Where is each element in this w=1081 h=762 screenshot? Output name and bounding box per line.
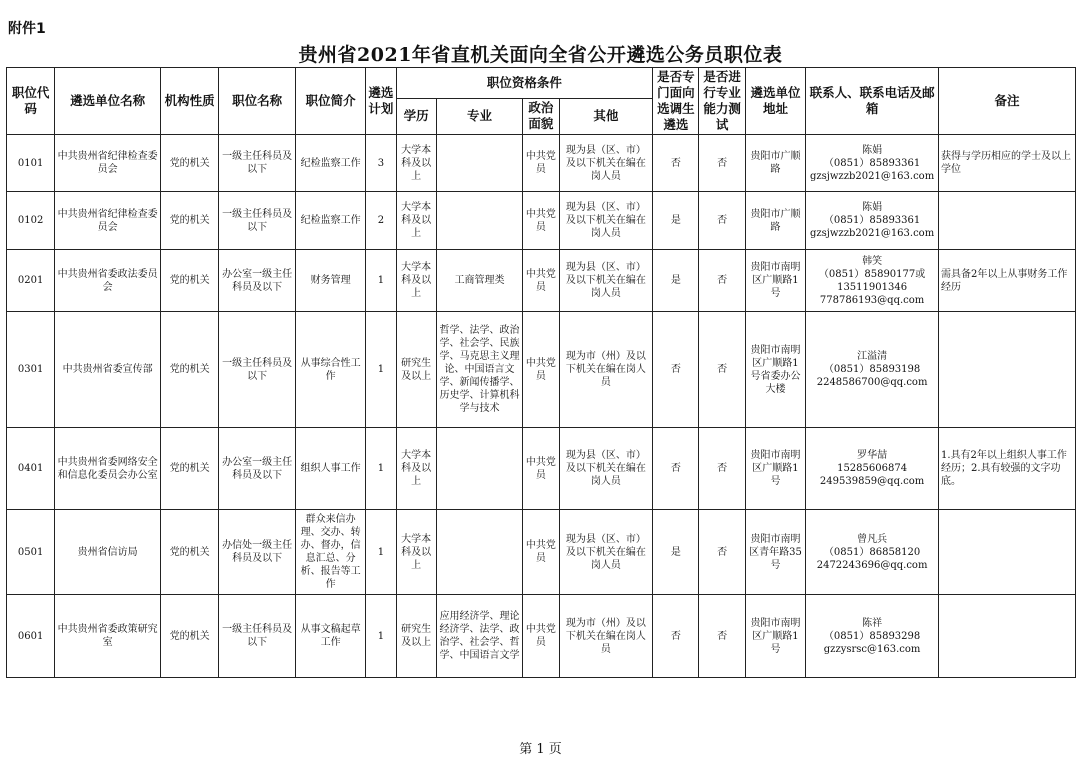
attachment-label: 附件1: [8, 21, 46, 37]
cell-education: 大学本科及以上: [396, 428, 436, 510]
cell-contact: [806, 192, 939, 250]
cell-contact: [806, 135, 939, 192]
table-row: [7, 312, 1076, 428]
cell-address: 贵阳市南明区青年路35号: [745, 510, 805, 595]
cell-politics: 中共党员: [523, 595, 559, 678]
cell-major: 哲学、法学、政治学、社会学、民族学、马克思主义理论、中国语言文学、新闻传播学、历史学、计算机科学与技术: [436, 312, 523, 428]
cell-other: 现为市（州）及以下机关在编在岗人员: [559, 312, 653, 428]
table-row: [7, 192, 1076, 250]
cell-position: 办公室一级主任科员及以下: [219, 250, 295, 312]
cell-remark: [939, 595, 1076, 678]
cell-code: 0102: [7, 192, 55, 250]
contact-name: 曾凡兵: [857, 533, 888, 545]
cell-test: 否: [699, 135, 745, 192]
cell-special: 是: [653, 250, 699, 312]
cell-plan: 3: [366, 135, 396, 192]
cell-contact: [806, 312, 939, 428]
header-remark: 备注: [939, 68, 1076, 135]
contact-name: 陈娟: [862, 144, 883, 156]
cell-politics: 中共党员: [523, 510, 559, 595]
cell-education: 研究生及以上: [396, 312, 436, 428]
cell-unit: 中共贵州省委宣传部: [55, 312, 161, 428]
contact-phone: 15285606874: [837, 463, 908, 474]
contact-email: gzzysrsc@163.com: [823, 643, 921, 655]
cell-special: 是: [653, 192, 699, 250]
cell-politics: 中共党员: [523, 312, 559, 428]
cell-nature: 党的机关: [161, 250, 219, 312]
cell-nature: 党的机关: [161, 192, 219, 250]
cell-unit: 中共贵州省委网络安全和信息化委员会办公室: [55, 428, 161, 510]
cell-contact: [806, 595, 939, 678]
cell-intro: 组织人事工作: [295, 428, 365, 510]
cell-test: 否: [699, 250, 745, 312]
header-unit: 遴选单位名称: [55, 68, 161, 135]
contact-phone: （0851）85893361: [823, 157, 921, 169]
cell-unit: 中共贵州省委政法委员会: [55, 250, 161, 312]
contact-name: 陈祥: [862, 617, 883, 629]
cell-address: 贵阳市南明区广顺路1号: [745, 250, 805, 312]
cell-address: 贵阳市南明区广顺路1号省委办公大楼: [745, 312, 805, 428]
cell-test: 否: [699, 595, 745, 678]
header-plan: 遴选计划: [366, 68, 396, 135]
cell-major: 工商管理类: [436, 250, 523, 312]
cell-unit: 贵州省信访局: [55, 510, 161, 595]
cell-other: 现为县（区、市）及以下机关在编在岗人员: [559, 250, 653, 312]
cell-politics: 中共党员: [523, 192, 559, 250]
cell-address: 贵阳市广顺路: [745, 135, 805, 192]
cell-address: 贵阳市广顺路: [745, 192, 805, 250]
contact-name: 陈娟: [862, 202, 883, 213]
cell-position: 一级主任科员及以下: [219, 312, 295, 428]
cell-plan: 1: [366, 428, 396, 510]
cell-position: 办信处一级主任科员及以下: [219, 510, 295, 595]
cell-contact: [806, 510, 939, 595]
cell-politics: 中共党员: [523, 250, 559, 312]
cell-address: 贵阳市南明区广顺路1号: [745, 595, 805, 678]
page-number: 第 1 页: [519, 742, 562, 757]
contact-email: 249539859@qq.com: [819, 476, 925, 487]
cell-plan: 2: [366, 192, 396, 250]
cell-plan: 1: [366, 510, 396, 595]
contact-email: 2248586700@qq.com: [816, 377, 928, 388]
contact-phone: （0851）85893198: [823, 364, 921, 375]
cell-education: 大学本科及以上: [396, 135, 436, 192]
contact-email: 2472243696@qq.com: [816, 559, 928, 571]
cell-remark: [939, 510, 1076, 595]
cell-major: [436, 510, 523, 595]
contact-email: 778786193@qq.com: [819, 294, 925, 306]
cell-code: 0201: [7, 250, 55, 312]
contact-phone: （0851）85893298: [823, 630, 921, 642]
cell-plan: 1: [366, 312, 396, 428]
header-intro: 职位简介: [295, 68, 365, 135]
cell-nature: 党的机关: [161, 510, 219, 595]
cell-education: 研究生及以上: [396, 595, 436, 678]
cell-education: 大学本科及以上: [396, 510, 436, 595]
cell-politics: 中共党员: [523, 428, 559, 510]
table-row: [7, 595, 1076, 678]
cell-remark: 获得与学历相应的学士及以上学位: [939, 135, 1076, 192]
cell-test: 否: [699, 312, 745, 428]
cell-code: 0301: [7, 312, 55, 428]
cell-position: 一级主任科员及以下: [219, 135, 295, 192]
cell-special: 否: [653, 312, 699, 428]
cell-unit: 中共贵州省纪律检查委员会: [55, 192, 161, 250]
header-major: 专业: [436, 98, 523, 134]
cell-unit: 中共贵州省委政策研究室: [55, 595, 161, 678]
cell-code: 0401: [7, 428, 55, 510]
header-test: 是否进行专业能力测试: [699, 68, 745, 135]
cell-other: 现为县（区、市）及以下机关在编在岗人员: [559, 428, 653, 510]
contact-email: gzsjwzzb2021@163.com: [809, 228, 935, 239]
cell-code: 0601: [7, 595, 55, 678]
cell-intro: 从事综合性工作: [295, 312, 365, 428]
cell-position: 一级主任科员及以下: [219, 192, 295, 250]
table-row: [7, 510, 1076, 595]
contact-name: 江溢清: [857, 351, 888, 362]
cell-special: 否: [653, 428, 699, 510]
cell-intro: 纪检监察工作: [295, 135, 365, 192]
header-nature: 机构性质: [161, 68, 219, 135]
cell-test: 否: [699, 510, 745, 595]
cell-plan: 1: [366, 250, 396, 312]
cell-plan: 1: [366, 595, 396, 678]
cell-special: 否: [653, 135, 699, 192]
contact-email: gzsjwzzb2021@163.com: [809, 170, 935, 182]
cell-other: 现为县（区、市）及以下机关在编在岗人员: [559, 135, 653, 192]
cell-nature: 党的机关: [161, 312, 219, 428]
cell-intro: 群众来信办理、交办、转办、督办，信息汇总、分析、报告等工作: [295, 510, 365, 595]
cell-nature: 党的机关: [161, 595, 219, 678]
cell-address: 贵阳市南明区广顺路1号: [745, 428, 805, 510]
header-address: 遴选单位地址: [745, 68, 805, 135]
cell-remark: 1.具有2年以上组织人事工作经历；2.具有较强的文字功底。: [939, 428, 1076, 510]
cell-major: [436, 135, 523, 192]
header-politics: 政治面貌: [523, 98, 559, 134]
cell-contact: [806, 428, 939, 510]
cell-education: 大学本科及以上: [396, 192, 436, 250]
table-row: [7, 428, 1076, 510]
cell-position: 办公室一级主任科员及以下: [219, 428, 295, 510]
cell-nature: 党的机关: [161, 428, 219, 510]
header-position: 职位名称: [219, 68, 295, 135]
page-title: 贵州省2021年省直机关面向全省公开遴选公务员职位表: [298, 44, 783, 66]
cell-education: 大学本科及以上: [396, 250, 436, 312]
cell-remark: 需具备2年以上从事财务工作经历: [939, 250, 1076, 312]
cell-remark: [939, 192, 1076, 250]
cell-contact: [806, 250, 939, 312]
cell-major: 应用经济学、理论经济学、法学、政治学、社会学、哲学、中国语言文学: [436, 595, 523, 678]
contact-name: 罗华喆: [857, 450, 888, 461]
cell-test: 否: [699, 192, 745, 250]
contact-phone: （0851）85893361: [823, 215, 921, 226]
cell-test: 否: [699, 428, 745, 510]
positions-table-body: [7, 135, 1076, 678]
cell-intro: 从事文稿起草工作: [295, 595, 365, 678]
cell-unit: 中共贵州省纪律检查委员会: [55, 135, 161, 192]
header-qualifications: 职位资格条件: [396, 68, 653, 99]
cell-position: 一级主任科员及以下: [219, 595, 295, 678]
cell-code: 0101: [7, 135, 55, 192]
cell-major: [436, 192, 523, 250]
cell-intro: 纪检监察工作: [295, 192, 365, 250]
contact-name: 韩笑: [862, 255, 883, 267]
table-row: [7, 135, 1076, 192]
cell-intro: 财务管理: [295, 250, 365, 312]
table-row: [7, 250, 1076, 312]
cell-nature: 党的机关: [161, 135, 219, 192]
cell-code: 0501: [7, 510, 55, 595]
cell-other: 现为市（州）及以下机关在编在岗人员: [559, 595, 653, 678]
cell-remark: [939, 312, 1076, 428]
contact-phone: （0851）85890177或13511901346: [818, 268, 926, 293]
header-special: 是否专门面向选调生遴选: [653, 68, 699, 135]
contact-phone: （0851）86858120: [823, 546, 921, 558]
header-other: 其他: [559, 98, 653, 134]
header-education: 学历: [396, 98, 436, 134]
cell-politics: 中共党员: [523, 135, 559, 192]
header-contact: 联系人、联系电话及邮箱: [806, 68, 939, 135]
cell-special: 否: [653, 595, 699, 678]
cell-other: 现为县（区、市）及以下机关在编在岗人员: [559, 192, 653, 250]
header-code: 职位代码: [7, 68, 55, 135]
cell-special: 是: [653, 510, 699, 595]
cell-other: 现为县（区、市）及以下机关在编在岗人员: [559, 510, 653, 595]
positions-table: [6, 67, 1076, 678]
cell-major: [436, 428, 523, 510]
